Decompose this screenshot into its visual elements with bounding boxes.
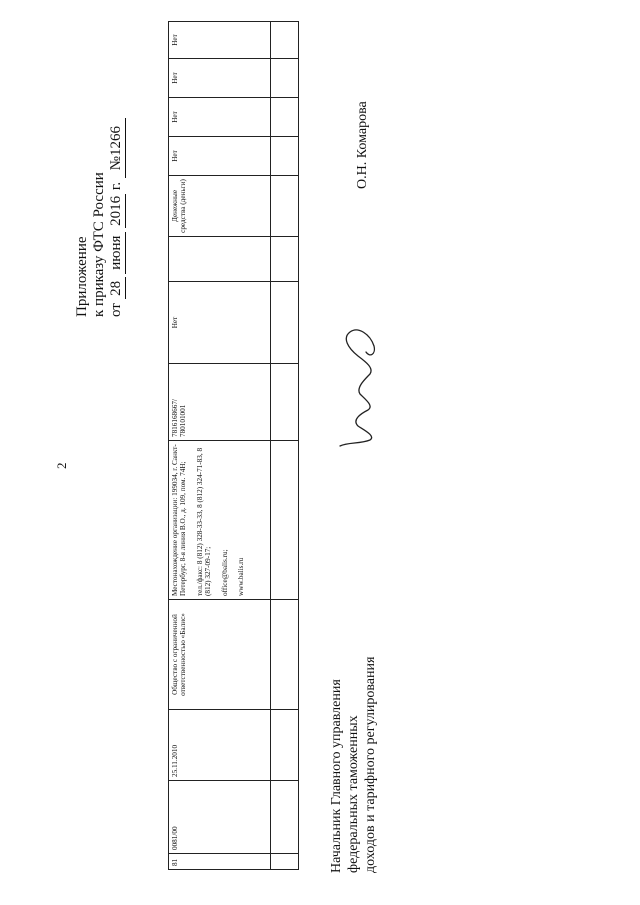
- cell-col12: Нет: [169, 59, 271, 98]
- empty-cell: [271, 781, 299, 854]
- cell-col9: Денежные средства (деньги): [169, 176, 271, 237]
- appendix-header: [74, 118, 126, 317]
- empty-cell: [271, 59, 299, 98]
- cell-col8: [169, 237, 271, 282]
- empty-cell: [271, 282, 299, 364]
- empty-cell: [271, 176, 299, 237]
- table-row: [169, 22, 271, 870]
- empty-cell: [271, 600, 299, 710]
- website-text: www.balis.ru: [237, 557, 246, 596]
- cell-date: 25.11.2010: [169, 710, 271, 781]
- page-number: 2: [54, 462, 69, 469]
- empty-cell: [271, 710, 299, 781]
- signer-name: О.Н. Комарова: [355, 101, 370, 189]
- order-date-prefix: от: [108, 303, 124, 317]
- order-date-line: [108, 118, 126, 317]
- order-day: 28: [108, 277, 126, 299]
- cell-col11: Нет: [169, 98, 271, 137]
- empty-cell: [271, 137, 299, 176]
- empty-cell: [271, 98, 299, 137]
- signer-title: [328, 657, 379, 873]
- cell-col13: Нет: [169, 22, 271, 59]
- order-year-suffix: г.: [108, 181, 124, 191]
- order-month: июня: [108, 232, 126, 274]
- signer-title-line: доходов и тарифного регулирования: [363, 656, 378, 873]
- registry-table: [168, 21, 299, 870]
- order-year: 2016: [108, 195, 124, 226]
- cell-col7: Нет: [169, 282, 271, 364]
- signer-title-line: федеральных таможенных: [346, 715, 361, 873]
- empty-cell: [271, 854, 299, 870]
- address-text: Местонахождение организации: 199034, г. Санкт-Петербург, 8-я линия В.О., д. 109, пом. 74Н;: [171, 444, 188, 596]
- signer-title-line: Начальник Главного управления: [329, 679, 344, 873]
- cell-inn-kpp: 7816168667/ 780101001: [169, 364, 271, 441]
- empty-cell: [271, 364, 299, 441]
- cell-reg-number: 0081/00: [169, 781, 271, 854]
- empty-cell: [271, 237, 299, 282]
- order-number: №1266: [108, 118, 126, 178]
- cell-col10: Нет: [169, 137, 271, 176]
- appendix-title: Приложение: [74, 236, 90, 317]
- handwritten-signature: [330, 320, 390, 450]
- table-row-empty: [271, 22, 299, 870]
- order-reference: к приказу ФТС России: [91, 172, 107, 317]
- cell-row-number: 81: [169, 854, 271, 870]
- phones-text: тел./факс: 8 (812) 328-33-33, 8 (812) 324-71-83, 8 (812) 327-09-17;: [195, 447, 213, 596]
- cell-org-name: Общество с ограниченной ответственностью «Балис»: [169, 600, 271, 710]
- email-text: office@balis.ru;: [220, 549, 229, 596]
- empty-cell: [271, 441, 299, 600]
- empty-cell: [271, 22, 299, 59]
- cell-contacts: [169, 441, 271, 600]
